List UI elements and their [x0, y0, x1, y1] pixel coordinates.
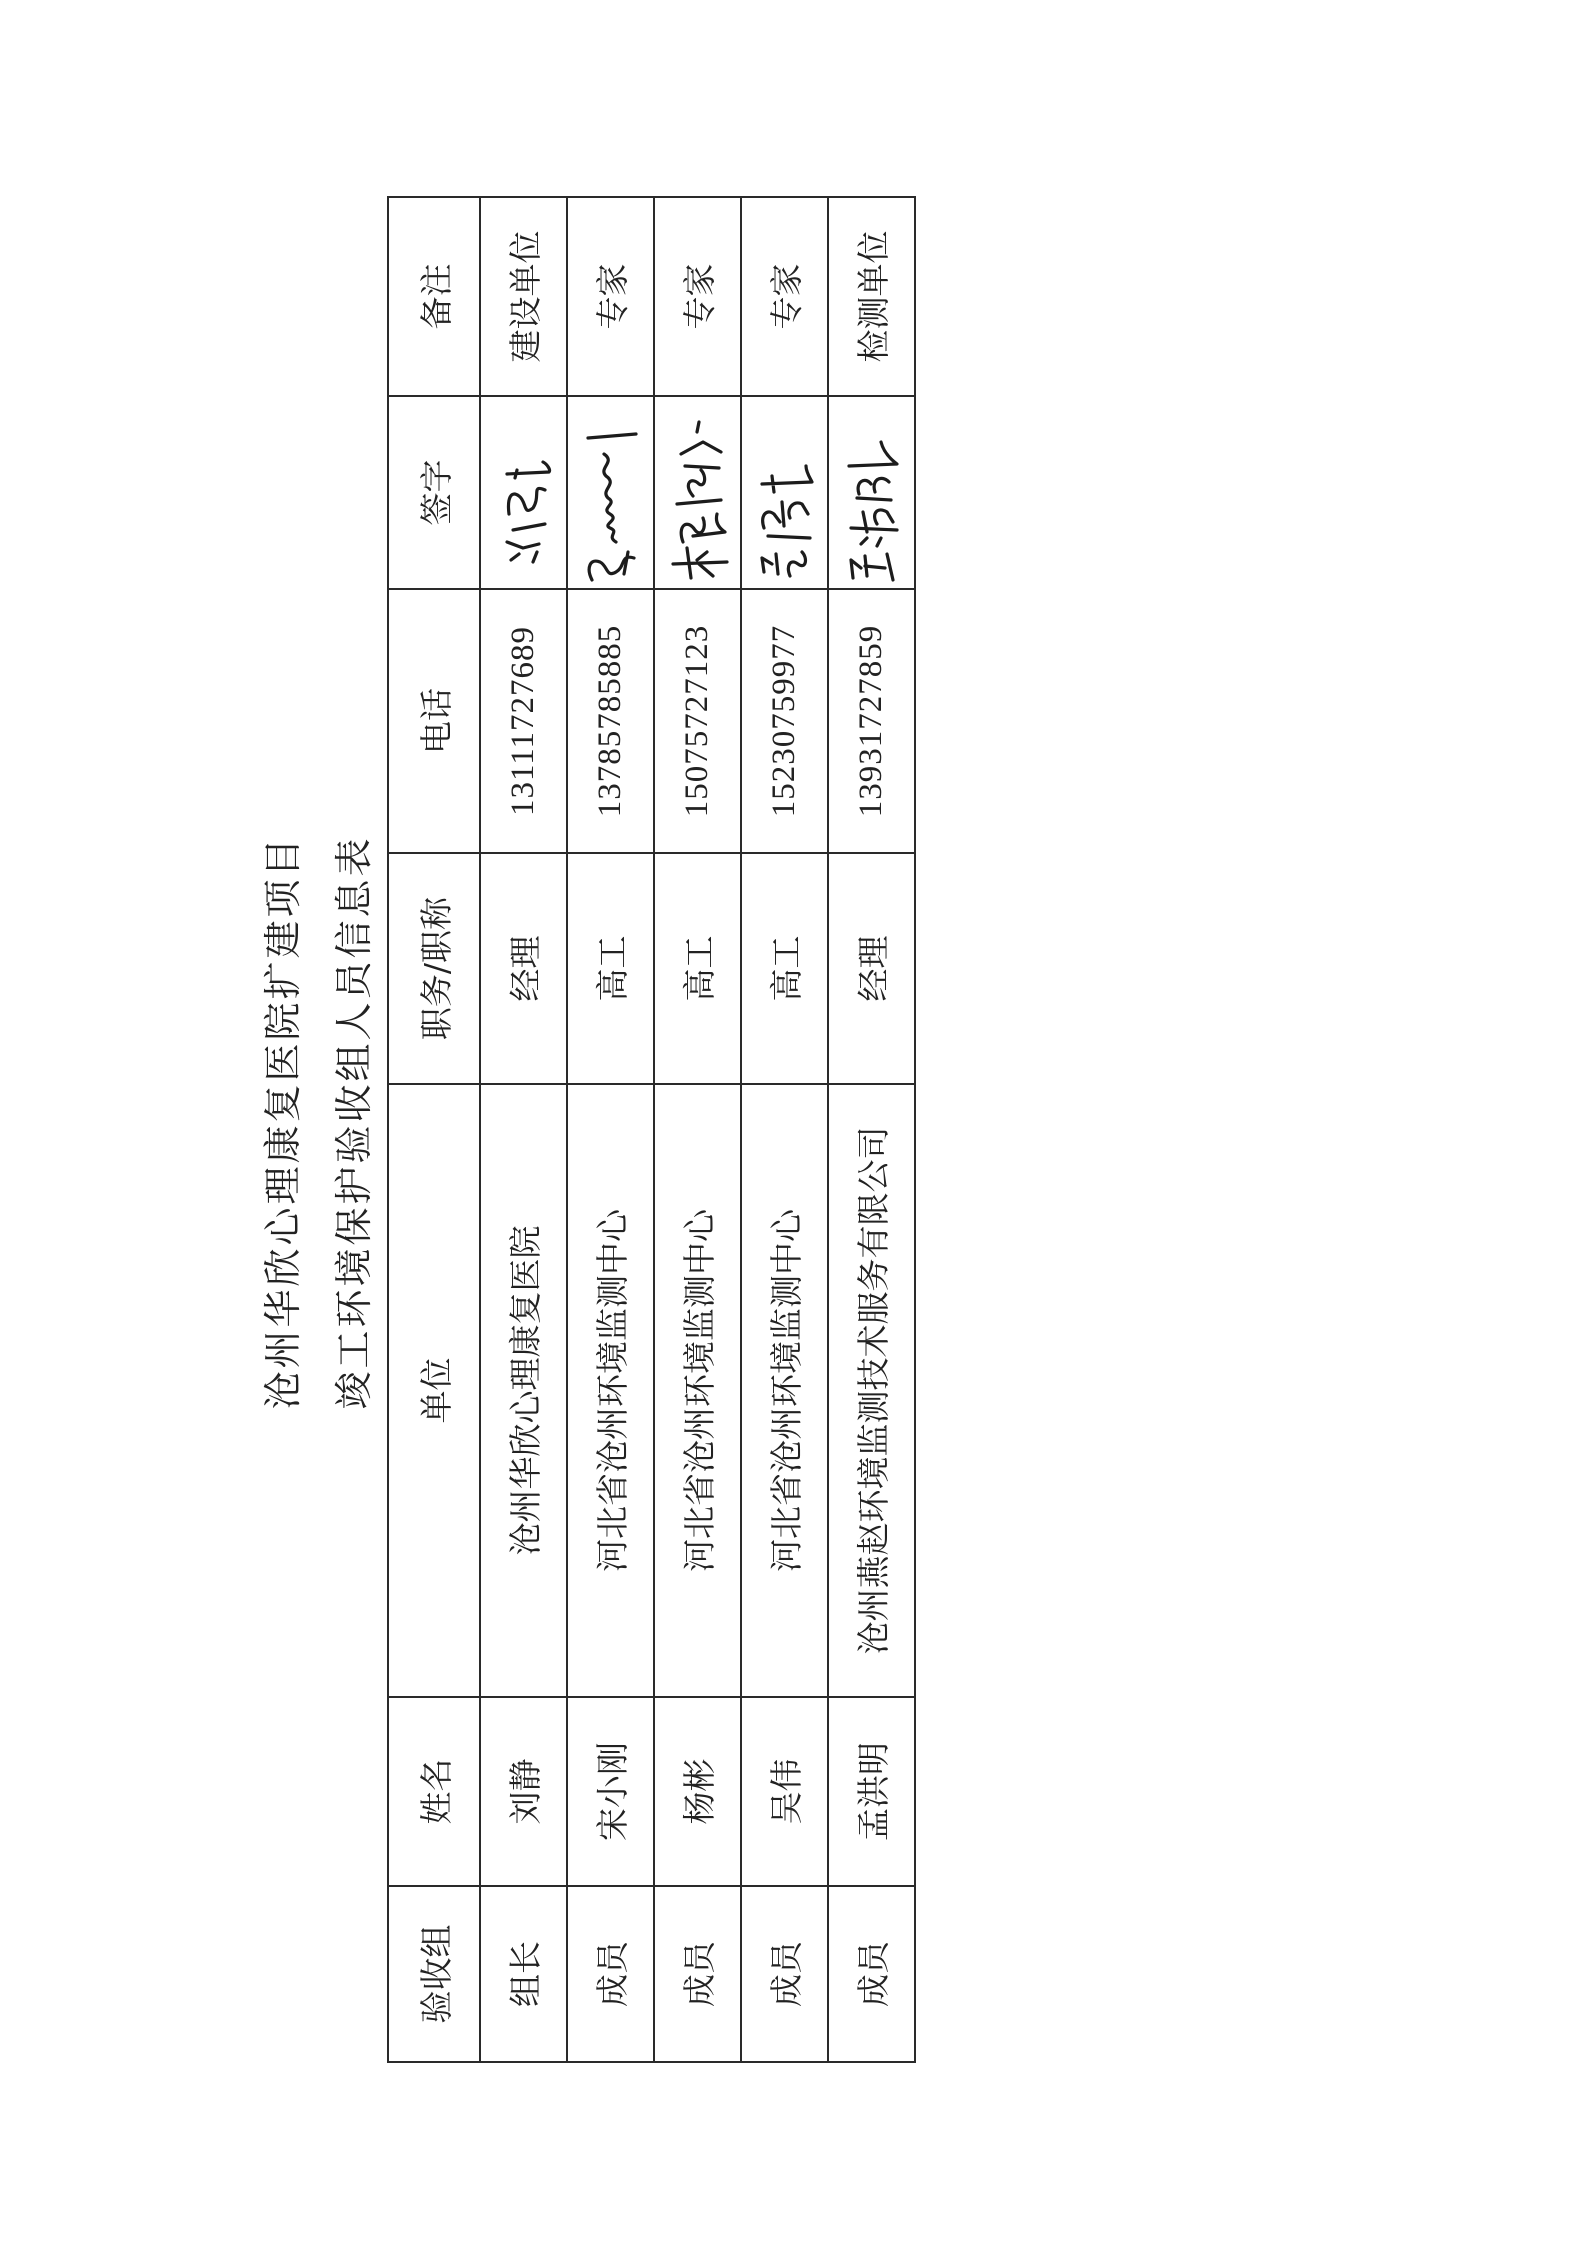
table-row — [828, 197, 915, 2062]
cell-signature — [654, 396, 741, 589]
cell-unit: 河北省沧州环境监测中心 — [741, 1084, 828, 1697]
cell-phone: 13111727689 — [480, 589, 567, 853]
header-phone: 电话 — [388, 589, 480, 853]
handwritten-signature — [576, 396, 646, 588]
acceptance-team-table — [387, 196, 916, 2063]
cell-name: 吴伟 — [741, 1697, 828, 1886]
cell-unit: 沧州燕赵环境监测技术服务有限公司 — [828, 1084, 915, 1697]
header-remark: 备注 — [388, 197, 480, 396]
cell-remark: 专家 — [567, 197, 654, 396]
cell-title: 经理 — [828, 853, 915, 1084]
cell-signature — [567, 396, 654, 589]
cell-group: 成员 — [654, 1886, 741, 2062]
table-row — [741, 197, 828, 2062]
document-subtitle: 竣工环境保护验收组人员信息表 — [332, 835, 376, 1410]
handwritten-signature — [489, 396, 559, 588]
cell-title: 高工 — [654, 853, 741, 1084]
cell-name: 杨彬 — [654, 1697, 741, 1886]
header-unit: 单位 — [388, 1084, 480, 1697]
handwritten-signature — [837, 396, 907, 588]
table-header-row — [388, 197, 480, 2062]
cell-group: 成员 — [567, 1886, 654, 2062]
table-row — [654, 197, 741, 2062]
cell-phone: 15230759977 — [741, 589, 828, 853]
document-title: 沧州华欣心理康复医院扩建项目 — [261, 835, 305, 1410]
cell-remark: 检测单位 — [828, 197, 915, 396]
header-title: 职务/职称 — [388, 853, 480, 1084]
cell-title: 高工 — [567, 853, 654, 1084]
cell-group: 成员 — [828, 1886, 915, 2062]
cell-remark: 建设单位 — [480, 197, 567, 396]
cell-name: 刘静 — [480, 1697, 567, 1886]
header-name: 姓名 — [388, 1697, 480, 1886]
cell-phone: 15075727123 — [654, 589, 741, 853]
cell-remark: 专家 — [741, 197, 828, 396]
header-group: 验收组 — [388, 1886, 480, 2062]
handwritten-signature — [750, 396, 820, 588]
cell-title: 经理 — [480, 853, 567, 1084]
cell-unit: 河北省沧州环境监测中心 — [654, 1084, 741, 1697]
handwritten-signature — [663, 396, 733, 588]
cell-title: 高工 — [741, 853, 828, 1084]
table-row — [480, 197, 567, 2062]
cell-unit: 河北省沧州环境监测中心 — [567, 1084, 654, 1697]
cell-name: 宋小刚 — [567, 1697, 654, 1886]
cell-unit: 沧州华欣心理康复医院 — [480, 1084, 567, 1697]
cell-signature — [828, 396, 915, 589]
cell-remark: 专家 — [654, 197, 741, 396]
cell-group: 组长 — [480, 1886, 567, 2062]
table-row — [567, 197, 654, 2062]
cell-phone: 13931727859 — [828, 589, 915, 853]
cell-name: 孟洪明 — [828, 1697, 915, 1886]
cell-signature — [741, 396, 828, 589]
cell-group: 成员 — [741, 1886, 828, 2062]
cell-phone: 13785785885 — [567, 589, 654, 853]
cell-signature — [480, 396, 567, 589]
header-signature: 签字 — [388, 396, 480, 589]
